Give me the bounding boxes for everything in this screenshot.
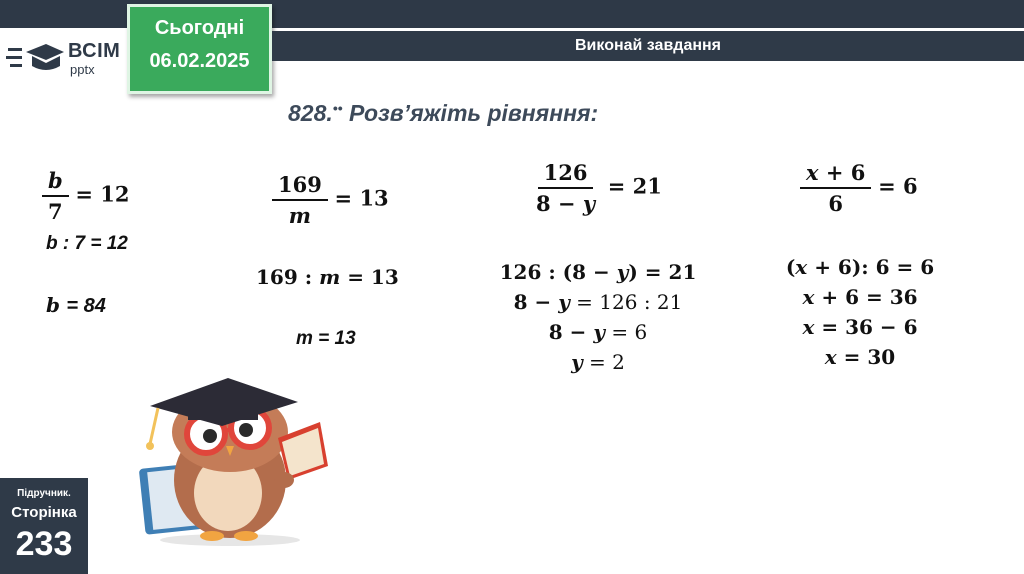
eq1-answer [46,290,106,321]
logo [6,38,126,78]
eq2-denominator: m [288,203,312,228]
eq2-step1-b: = 13 [340,265,399,289]
textbook-page-number: 233 [15,525,73,563]
eq3-equation [530,160,662,216]
eq4-step4-b: = 30 [836,345,896,369]
textbook-page-box [0,478,88,574]
eq4-step4 [760,342,960,372]
eq4-step3-var: x [802,315,815,339]
eq1-fraction [42,168,69,224]
eq3-step4-b: = 2 [582,350,625,374]
eq4-step2-var: x [802,285,815,309]
eq3-step1 [478,257,718,287]
graduation-cap-icon [6,38,66,78]
task-text: Розв’яжіть рівняння: [348,100,599,126]
eq3-step3-a: 8 − [548,320,594,344]
eq3-denominator [530,189,601,216]
eq2-numerator: 169 [272,172,328,201]
eq3-step2 [478,287,718,317]
date-value: 06.02.2025 [149,50,250,72]
eq3-step1-a: 126 : (8 − [499,260,617,284]
owl-illustration [130,368,335,548]
eq1-numerator: b [42,168,69,197]
eq4-step3 [760,312,960,342]
eq1-step1: b : 7 = 12 [46,233,128,254]
date-box [127,4,272,94]
eq4-step1 [760,252,960,282]
textbook-label: Підручник. [17,488,71,499]
logo-sub: pptx [70,62,95,77]
eq3-steps [478,257,718,377]
eq4-step4-var: x [824,345,837,369]
eq4-step1-var: x [795,255,808,279]
eq1-answer-var: b [46,293,60,317]
eq1-rhs: = 12 [75,181,130,207]
eq4-step2-b: + 6 = 36 [814,285,918,309]
eq3-step4 [478,347,718,377]
eq2-step1-var: m [319,265,341,289]
eq3-step2-var: y [558,290,570,314]
eq4-denominator: 6 [828,191,843,216]
eq3-step1-b: ) = 21 [628,260,697,284]
eq4-step1-a: ( [785,255,796,279]
eq3-step2-a: 8 − [513,290,559,314]
eq4-rhs: = 6 [878,173,918,199]
eq4-step2 [760,282,960,312]
date-label: Сьогодні [154,17,245,39]
eq3-step3 [478,317,718,347]
eq3-step1-var: y [616,260,629,284]
eq3-step2-b: = 126 : 21 [569,290,683,314]
eq2-rhs: = 13 [334,185,389,211]
eq3-step3-b: = 6 [605,320,648,344]
eq2-answer: m = 13 [296,328,356,349]
eq2-fraction [272,172,328,228]
eq3-numerator: 126 [538,160,594,189]
slide-title: Виконай завдання [575,37,721,54]
eq3-fraction [530,160,601,216]
eq3-den-a: 8 − [536,191,583,216]
task-dots: •• [332,100,343,116]
eq3-rhs: = 21 [607,173,662,199]
eq3-den-var: y [582,191,596,216]
eq1-equation [42,168,130,224]
eq2-step1 [256,262,399,292]
eq4-fraction [800,160,871,216]
task-title [288,100,598,127]
eq4-step1-b: + 6): 6 = 6 [807,255,935,279]
eq4-num-var: x [806,160,819,185]
eq4-step3-b: = 36 − 6 [814,315,918,339]
eq4-equation [800,160,918,216]
task-number: 828. [288,100,333,126]
eq1-answer-eq: = 84 [66,295,106,317]
eq2-step1-a: 169 : [256,265,320,289]
eq3-step3-var: y [593,320,606,344]
eq2-equation [272,172,389,228]
eq3-step4-var: y [571,350,583,374]
logo-brand: ВСІМ [68,40,121,62]
textbook-page-label: Сторінка [11,504,77,521]
eq4-numerator [800,160,871,189]
title-bar [272,31,1024,61]
eq1-denominator: 7 [48,199,63,224]
eq4-num-b: + 6 [818,160,866,185]
eq4-steps [760,252,960,372]
